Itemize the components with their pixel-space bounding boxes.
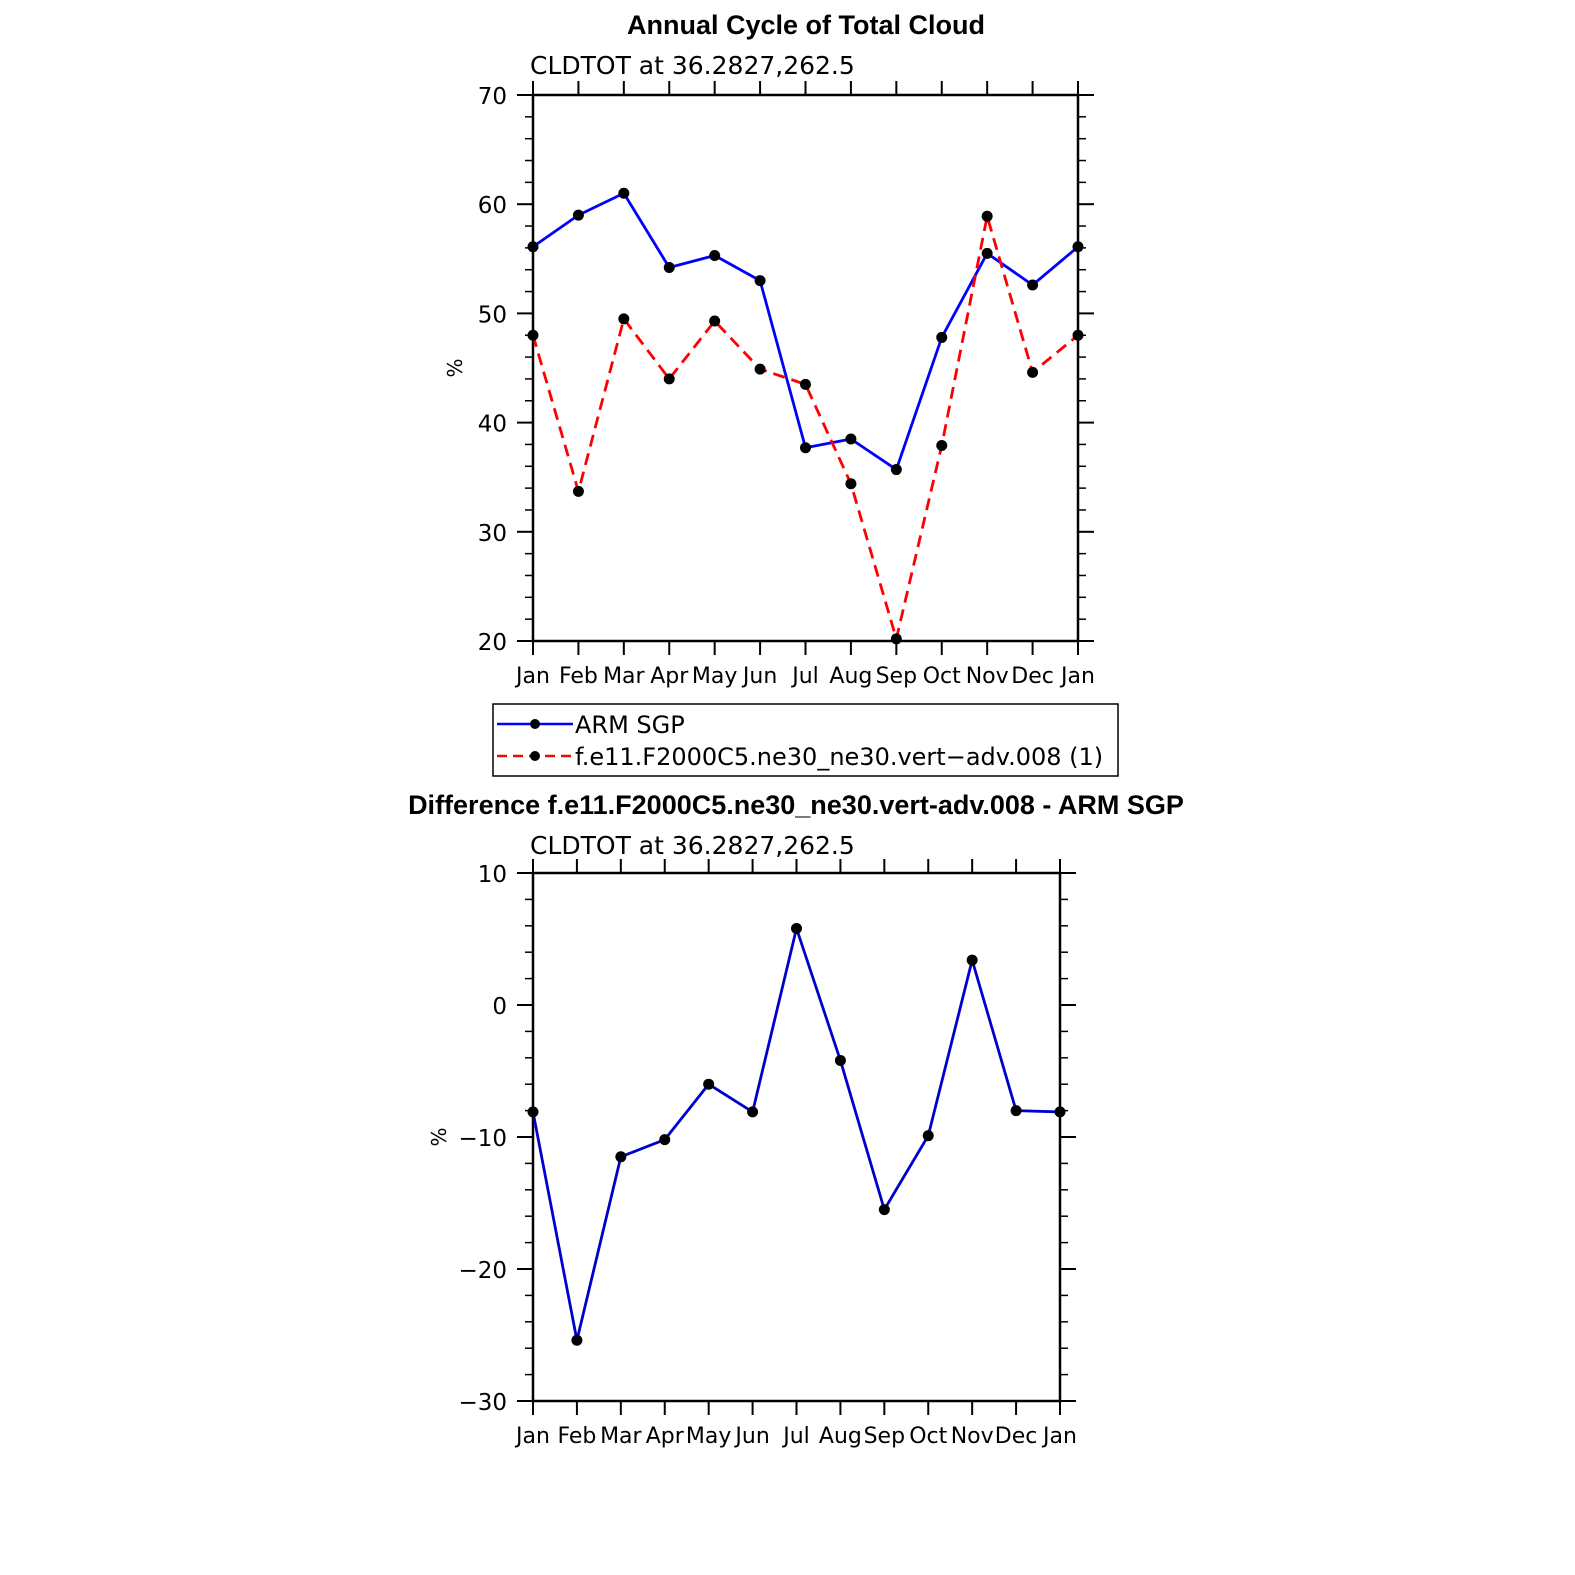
y-tick-label: 10 xyxy=(477,862,507,888)
series-line-0 xyxy=(533,193,1078,469)
x-tick-label: Nov xyxy=(965,664,1009,689)
y-tick-label: 0 xyxy=(492,994,507,1020)
data-point xyxy=(573,210,584,221)
data-point xyxy=(755,275,766,286)
x-tick-label: Sep xyxy=(863,1424,906,1449)
x-tick-label: Jul xyxy=(783,1424,810,1449)
legend-marker-arm-sgp xyxy=(530,719,540,729)
plot-axes xyxy=(478,81,1095,689)
data-point xyxy=(1073,330,1084,341)
x-tick-label: Jan xyxy=(516,1424,550,1449)
x-tick-label: Jul xyxy=(792,664,819,689)
data-point xyxy=(1027,280,1038,291)
data-point xyxy=(755,364,766,375)
data-point xyxy=(659,1134,670,1145)
y-axis-label: % xyxy=(427,1127,451,1147)
annual-cycle-chart xyxy=(443,10,1118,776)
data-point xyxy=(709,250,720,261)
chart-title: Difference f.e11.F2000C5.ne30_ne30.vert-adv.008 - ARM SGP xyxy=(408,790,1184,820)
y-tick-label: 20 xyxy=(477,630,507,656)
data-point xyxy=(618,313,629,324)
legend-label-arm-sgp: ARM SGP xyxy=(575,711,685,739)
x-tick-label: Oct xyxy=(909,1424,948,1449)
data-point xyxy=(573,486,584,497)
x-tick-label: Aug xyxy=(818,1424,862,1449)
y-tick-label: 60 xyxy=(477,193,507,220)
x-tick-label: Aug xyxy=(829,664,873,689)
x-tick-label: Apr xyxy=(650,664,689,689)
difference-chart xyxy=(408,790,1184,1449)
data-point xyxy=(571,1335,582,1346)
data-point xyxy=(747,1106,758,1117)
data-point xyxy=(1055,1106,1066,1117)
y-tick-label: 50 xyxy=(477,302,507,329)
data-point xyxy=(615,1151,626,1162)
data-point xyxy=(800,442,811,453)
x-tick-label: Nov xyxy=(950,1424,994,1449)
x-tick-label: May xyxy=(685,1424,732,1449)
x-tick-label: Jun xyxy=(735,1424,770,1449)
x-tick-label: Mar xyxy=(600,1424,642,1449)
data-point xyxy=(1073,241,1084,252)
data-point xyxy=(936,332,947,343)
data-point xyxy=(891,633,902,644)
x-tick-label: Mar xyxy=(603,664,645,689)
series-line-1 xyxy=(533,216,1078,639)
legend xyxy=(493,704,1118,776)
data-point xyxy=(1011,1105,1022,1116)
data-point xyxy=(703,1079,714,1090)
x-tick-label: Feb xyxy=(558,664,598,689)
data-point xyxy=(879,1204,890,1215)
x-tick-label: Jan xyxy=(1061,664,1095,689)
y-tick-label: −20 xyxy=(458,1258,507,1284)
data-point xyxy=(709,316,720,327)
x-tick-label: May xyxy=(691,664,738,689)
series-group xyxy=(528,188,1084,645)
data-point xyxy=(664,262,675,273)
data-point xyxy=(1027,367,1038,378)
plot-axes xyxy=(458,859,1077,1449)
y-axis-label: % xyxy=(443,358,467,378)
data-point xyxy=(528,1106,539,1117)
data-point xyxy=(982,248,993,259)
plot-frame xyxy=(533,95,1078,641)
series-group xyxy=(528,923,1066,1346)
data-point xyxy=(664,373,675,384)
x-tick-label: Dec xyxy=(1011,664,1054,689)
y-tick-label: 30 xyxy=(477,520,507,547)
data-point xyxy=(800,379,811,390)
data-point xyxy=(528,330,539,341)
x-tick-label: Sep xyxy=(875,664,918,689)
legend-marker-model xyxy=(530,751,540,761)
legend-label-model: f.e11.F2000C5.ne30_ne30.vert−adv.008 (1) xyxy=(575,743,1104,771)
x-tick-label: Oct xyxy=(922,664,961,689)
data-point xyxy=(791,923,802,934)
x-tick-label: Apr xyxy=(645,1424,684,1449)
data-point xyxy=(982,211,993,222)
x-tick-label: Dec xyxy=(994,1424,1038,1449)
data-point xyxy=(618,188,629,199)
data-point xyxy=(936,440,947,451)
chart-subtitle: CLDTOT at 36.2827,262.5 xyxy=(530,51,855,80)
data-point xyxy=(967,955,978,966)
y-tick-label: −30 xyxy=(458,1390,507,1416)
x-tick-label: Jan xyxy=(1043,1424,1077,1449)
x-tick-label: Feb xyxy=(557,1424,597,1449)
data-point xyxy=(528,241,539,252)
data-point xyxy=(923,1130,934,1141)
data-point xyxy=(845,433,856,444)
data-point xyxy=(845,478,856,489)
y-tick-label: −10 xyxy=(458,1126,507,1152)
data-point xyxy=(835,1055,846,1066)
series-line-0 xyxy=(533,928,1060,1340)
plot-frame xyxy=(533,873,1060,1401)
data-point xyxy=(891,464,902,475)
chart-subtitle: CLDTOT at 36.2827,262.5 xyxy=(530,831,855,860)
x-tick-label: Jan xyxy=(516,664,550,689)
chart-title: Annual Cycle of Total Cloud xyxy=(626,10,986,40)
x-tick-label: Jun xyxy=(742,664,778,689)
y-tick-label: 40 xyxy=(477,411,507,438)
y-tick-label: 70 xyxy=(477,84,507,110)
